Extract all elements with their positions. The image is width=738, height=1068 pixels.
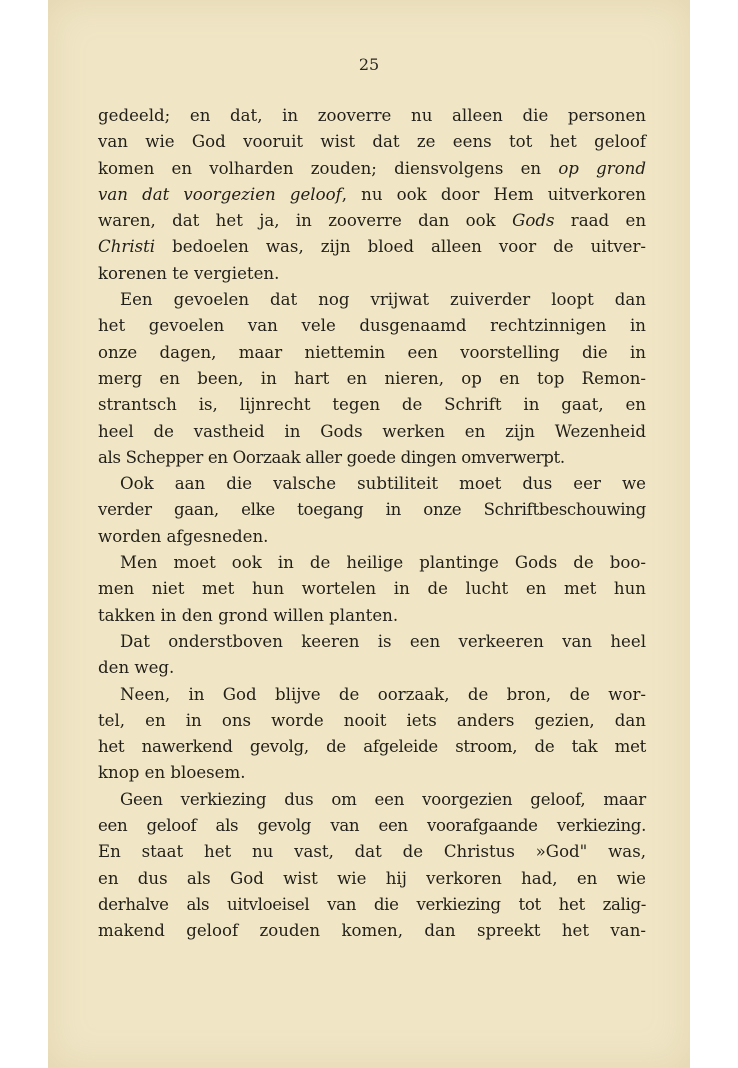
text-line: Neen, in God blijve de oorzaak, de bron, de wor-	[120, 684, 646, 704]
text-line: van wie God vooruit wist dat ze eens tot het geloof	[98, 132, 646, 152]
text-line: Ook aan die valsche subtiliteit moet dus eer we	[120, 474, 646, 494]
text-line: Men moet ook in de heilige plantinge Gods de boo-	[120, 553, 646, 573]
text-line: van dat voorgezien geloof, nu ook door Hem uitverkoren	[98, 184, 646, 204]
text-line: als Schepper en Oorzaak aller goede dingen omverwerpt.	[98, 447, 565, 467]
text-line: derhalve als uitvloeisel van die verkiezing tot het zalig-	[98, 894, 646, 914]
text-line: makend geloof zouden komen, dan spreekt het van-	[98, 921, 646, 941]
body-text	[98, 103, 646, 945]
italic-phrase: van dat voorgezien geloof	[98, 184, 342, 204]
text-line: waren, dat het ja, in zooverre dan ook Gods raad en	[98, 211, 647, 231]
italic-word: Gods	[512, 211, 555, 231]
text-line: men niet met hun wortelen in de lucht en met hun	[98, 579, 646, 599]
book-page	[48, 0, 690, 1068]
text-line: korenen te vergieten.	[98, 263, 280, 283]
page-number: 25	[358, 55, 380, 74]
text-line: komen en volharden zouden; diensvolgens en op grond	[98, 158, 646, 178]
text-line: Christi bedoelen was, zijn bloed alleen voor de uitver-	[98, 237, 646, 257]
text-line: Een gevoelen dat nog vrijwat zuiverder loopt dan	[120, 290, 646, 310]
text-line: een geloof als gevolg van een voorafgaande verkiezing.	[98, 816, 646, 836]
text-line: verder gaan, elke toegang in onze Schriftbeschouwing	[98, 500, 646, 520]
text-line: en dus als God wist wie hij verkoren had, en wie	[98, 868, 646, 888]
text-line: tel, en in ons worde nooit iets anders gezien, dan	[98, 710, 646, 730]
italic-phrase: op grond	[558, 158, 646, 178]
text-line: onze dagen, maar niettemin een voorstelling die in	[98, 342, 646, 362]
text-line: merg en been, in hart en nieren, op en top Remon-	[98, 368, 646, 388]
text-line: worden afgesneden.	[98, 526, 269, 546]
text-line: takken in den grond willen planten.	[98, 605, 399, 625]
text-line: het gevoelen van vele dusgenaamd rechtzinnigen in	[98, 316, 646, 336]
italic-word: Christi	[98, 237, 156, 257]
text-line: heel de vastheid in Gods werken en zijn Wezenheid	[98, 421, 646, 441]
text-line: het nawerkend gevolg, de afgeleide stroom, de tak met	[98, 737, 646, 757]
text-line: gedeeld; en dat, in zooverre nu alleen die personen	[98, 106, 646, 125]
text-line: knop en bloesem.	[98, 763, 246, 783]
text-line: strantsch is, lijnrecht tegen de Schrift in gaat, en	[98, 395, 646, 415]
text-line: Geen verkiezing dus om een voorgezien geloof, maar	[120, 789, 646, 809]
text-line: En staat het nu vast, dat de Christus »God" was,	[98, 842, 646, 862]
text-line: den weg.	[98, 658, 175, 678]
text-line: Dat onderstboven keeren is een verkeeren van heel	[120, 631, 646, 651]
